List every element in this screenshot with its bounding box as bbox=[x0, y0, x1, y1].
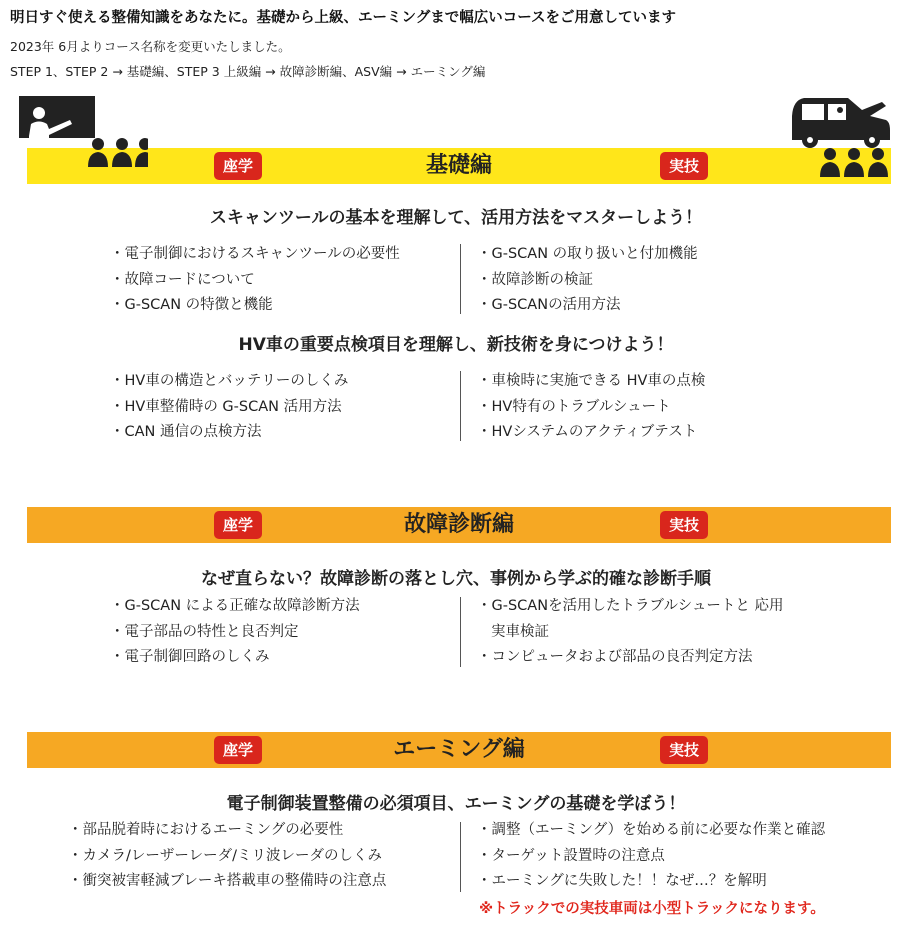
list-item: ・G-SCAN による正確な故障診断方法 bbox=[110, 598, 360, 614]
aiming-list-right bbox=[477, 818, 825, 895]
list-item: ・調整（エーミング）を始める前に必要な作業と確認 bbox=[477, 822, 826, 838]
mechanics-icon bbox=[820, 148, 888, 177]
list-item: ・エーミングに失敗した！！なぜ…？を解明 bbox=[477, 873, 767, 889]
basic-list-right-2 bbox=[477, 369, 705, 446]
basic-list-left-1 bbox=[110, 242, 400, 319]
practical-badge: 実技 bbox=[660, 511, 708, 539]
car-hood-open-icon bbox=[790, 94, 895, 180]
basic-list-right-1 bbox=[477, 242, 698, 319]
classroom-teacher-icon bbox=[18, 96, 148, 176]
list-item: ・カメラ/レーザーレーダ/ミリ波レーダのしくみ bbox=[68, 847, 382, 864]
column-divider bbox=[460, 244, 461, 314]
list-item: ・電子制御におけるスキャンツールの必要性 bbox=[110, 246, 400, 262]
list-item: ・G-SCANの活用方法 bbox=[477, 297, 621, 313]
aiming-list-left bbox=[68, 818, 386, 895]
lecture-badge: 座学 bbox=[214, 152, 262, 180]
page-headline: 明日すぐ使える整備知識をあなたに。基礎から上級、エーミングまで幅広いコースをご用意しています bbox=[10, 10, 676, 26]
column-divider bbox=[460, 371, 461, 441]
column-divider bbox=[460, 597, 461, 667]
list-item: ・電子部品の特性と良否判定 bbox=[110, 623, 299, 640]
practical-badge: 実技 bbox=[660, 152, 708, 180]
aiming-subtitle: 電子制御装置整備の必須項目、エーミングの基礎を学ぼう！ bbox=[226, 794, 686, 814]
lecture-badge: 座学 bbox=[214, 511, 262, 539]
section-title-diagnosis: 故障診断編 bbox=[403, 512, 514, 537]
diagnosis-list-left bbox=[110, 594, 360, 671]
list-item: ・コンピュータおよび部品の良否判定方法 bbox=[477, 649, 753, 665]
basic-subtitle-scantool: スキャンツールの基本を理解して、活用方法をマスターしよう！ bbox=[209, 208, 703, 228]
basic-list-left-2 bbox=[110, 369, 348, 446]
list-item: ・故障診断の検証 bbox=[477, 271, 593, 288]
truck-warning-note: ※トラックでの実技車両は小型トラックになります。 bbox=[479, 901, 825, 917]
list-item: ・電子制御回路のしくみ bbox=[110, 649, 270, 665]
list-item: ・G-SCANを活用したトラブルシュートと 応用実車検証 bbox=[477, 598, 784, 640]
list-item: ・ターゲット設置時の注意点 bbox=[477, 847, 665, 864]
section-band-diagnosis bbox=[27, 507, 891, 543]
basic-subtitle-hv: HV車の重要点検項目を理解し、新技術を身につけよう！ bbox=[238, 335, 674, 355]
list-item: ・G-SCAN の特徴と機能 bbox=[110, 297, 273, 313]
diagnosis-subtitle: なぜ直らない？故障診断の落とし穴、事例から学ぶ的確な診断手順 bbox=[201, 569, 711, 589]
diagnosis-list-right bbox=[477, 594, 797, 671]
list-item: ・G-SCAN の取り扱いと付加機能 bbox=[477, 246, 698, 262]
column-divider bbox=[460, 822, 461, 892]
list-item: ・衝突被害軽減ブレーキ搭載車の整備時の注意点 bbox=[68, 873, 387, 889]
list-item: ・HVシステムのアクティブテスト bbox=[477, 424, 698, 440]
lecture-badge: 座学 bbox=[214, 736, 262, 764]
list-item: ・HV車整備時の G-SCAN 活用方法 bbox=[110, 398, 342, 415]
section-title-aiming: エーミング編 bbox=[393, 737, 525, 762]
list-item: ・HV車の構造とバッテリーのしくみ bbox=[110, 373, 349, 389]
list-item: ・故障コードについて bbox=[110, 271, 255, 288]
practical-badge: 実技 bbox=[660, 736, 708, 764]
rename-notice: 2023年 6月よりコース名称を変更いたしました。 bbox=[10, 39, 291, 54]
list-item: ・HV特有のトラブルシュート bbox=[477, 398, 671, 415]
step-mapping-notice: STEP 1、STEP 2 → 基礎編、STEP 3 上級編 → 故障診断編、ASV編 → エーミング編 bbox=[10, 64, 486, 79]
list-item: ・車検時に実施できる HV車の点検 bbox=[477, 373, 706, 389]
section-band-basic bbox=[27, 148, 891, 184]
section-band-aiming bbox=[27, 732, 891, 768]
list-item: ・CAN 通信の点検方法 bbox=[110, 424, 262, 440]
list-item: ・部品脱着時におけるエーミングの必要性 bbox=[68, 822, 344, 838]
section-title-basic: 基礎編 bbox=[425, 153, 492, 178]
